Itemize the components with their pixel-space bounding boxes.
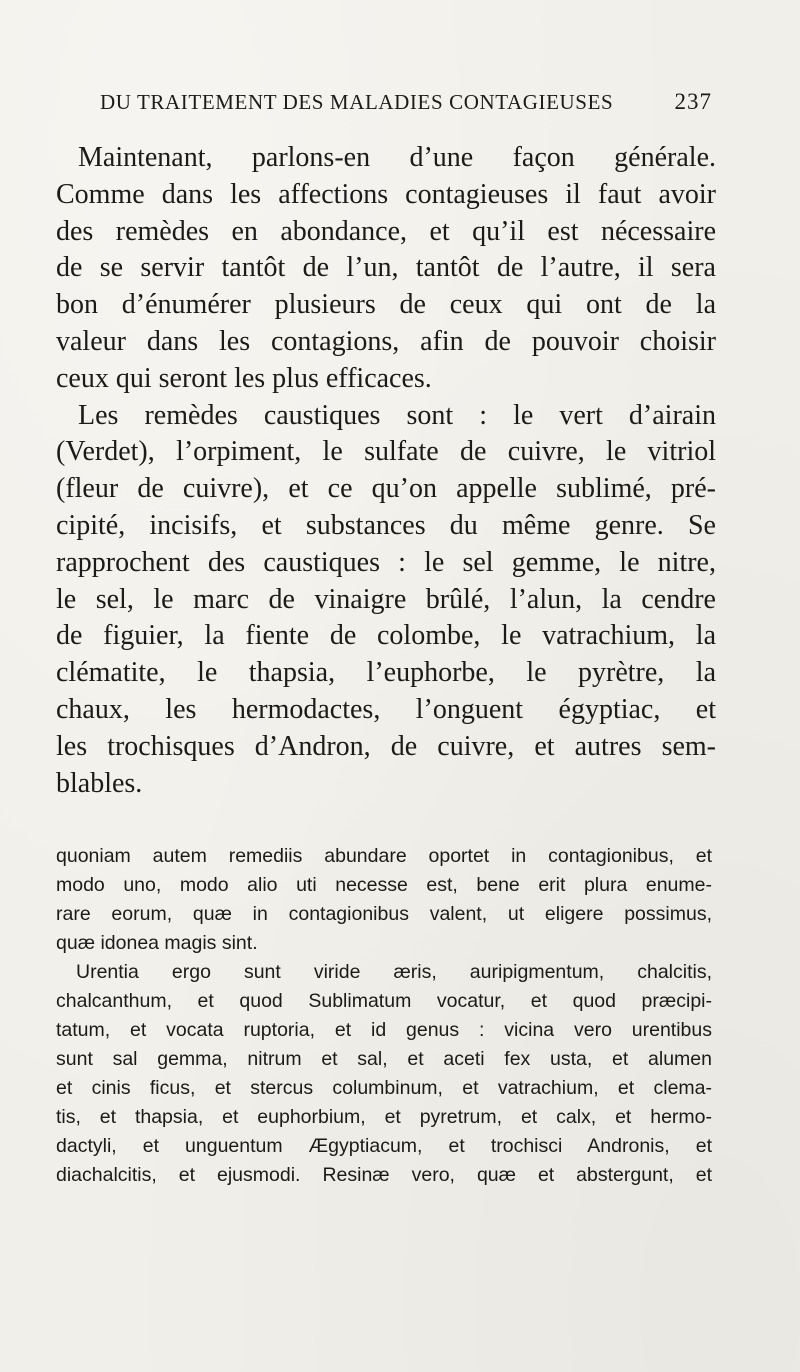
- text-line: tatum, et vocata ruptoria, et id genus : vicina vero urentibus: [56, 1019, 712, 1041]
- text-line: de figuier, la fiente de colombe, le vatrachium, la: [56, 620, 716, 652]
- text-line: tis, et thapsia, et euphorbium, et pyretrum, et calx, et hermo-: [56, 1106, 712, 1128]
- text-line: et cinis ficus, et stercus columbinum, et vatrachium, et clema-: [56, 1077, 712, 1099]
- latin-paragraph: [56, 842, 712, 958]
- text-line: (fleur de cuivre), et ce qu’on appelle sublimé, pré-: [56, 473, 716, 505]
- text-line: de se servir tantôt de l’un, tantôt de l’autre, il sera: [56, 252, 716, 284]
- text-line: rapprochent des caustiques : le sel gemme, le nitre,: [56, 546, 716, 578]
- text-line: Comme dans les affections contagieuses il faut avoir: [56, 178, 716, 210]
- text-line: quoniam autem remediis abundare oportet in contagionibus, et: [56, 845, 712, 867]
- running-header: [100, 89, 712, 121]
- text-line: quæ idonea magis sint.: [56, 932, 258, 954]
- text-line: cipité, incisifs, et substances du même genre. Se: [56, 509, 716, 541]
- text-line: diachalcitis, et ejusmodi. Resinæ vero, quæ et abstergunt, et: [56, 1164, 712, 1186]
- text-line: Urentia ergo sunt viride æris, auripigmentum, chalcitis,: [76, 961, 712, 983]
- text-line: clématite, le thapsia, l’euphorbe, le pyrètre, la: [56, 657, 716, 689]
- text-line: Maintenant, parlons-en d’une façon générale.: [78, 142, 716, 173]
- latin-paragraph: [56, 958, 712, 1190]
- text-line: modo uno, modo alio uti necesse est, bene erit plura enume-: [56, 874, 712, 896]
- french-text: [56, 140, 716, 802]
- latin-text: [56, 842, 712, 1190]
- text-line: chalcanthum, et quod Sublimatum vocatur, et quod præcipi-: [56, 990, 712, 1012]
- text-line: bon d’énumérer plusieurs de ceux qui ont de la: [56, 289, 716, 321]
- french-paragraph: [56, 398, 716, 803]
- text-line: (Verdet), l’orpiment, le sulfate de cuivre, le vitriol: [56, 436, 716, 468]
- text-line: rare eorum, quæ in contagionibus valent, ut eligere possimus,: [56, 903, 712, 925]
- text-line: chaux, les hermodactes, l’onguent égyptiac, et: [56, 693, 716, 725]
- text-line: valeur dans les contagions, afin de pouvoir choisir: [56, 325, 716, 357]
- text-line: le sel, le marc de vinaigre brûlé, l’alun, la cendre: [56, 583, 716, 615]
- text-line: blables.: [56, 767, 143, 799]
- text-line: dactyli, et unguentum Ægyptiacum, et trochisci Andronis, et: [56, 1135, 712, 1157]
- text-line: ceux qui seront les plus efficaces.: [56, 362, 432, 394]
- running-header-title: DU TRAITEMENT DES MALADIES CONTAGIEUSES: [100, 90, 614, 114]
- french-paragraph: [56, 140, 716, 398]
- text-line: les trochisques d’Andron, de cuivre, et autres sem-: [56, 730, 716, 762]
- text-line: Les remèdes caustiques sont : le vert d’airain: [78, 399, 716, 431]
- page-number: 237: [674, 89, 712, 114]
- text-line: sunt sal gemma, nitrum et sal, et aceti fex usta, et alumen: [56, 1048, 712, 1070]
- text-line: des remèdes en abondance, et qu’il est nécessaire: [56, 215, 716, 247]
